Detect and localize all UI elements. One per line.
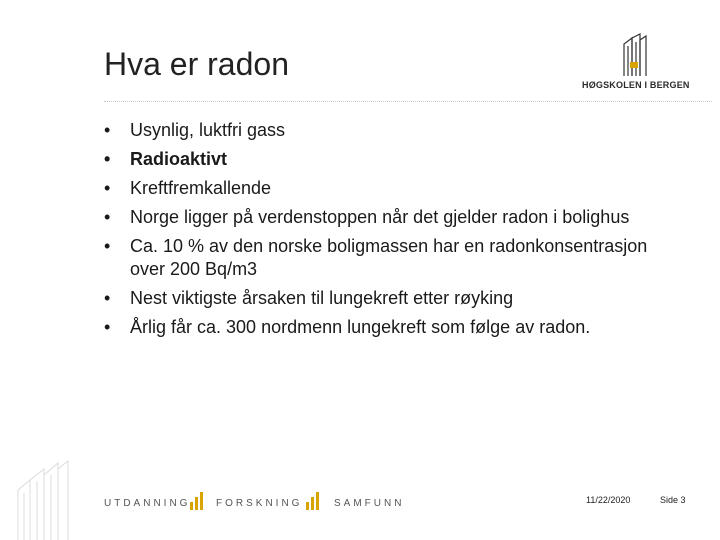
slide-date: 11/22/2020: [586, 495, 631, 505]
bullet-dot: •: [104, 120, 111, 140]
bullet-dot: •: [104, 288, 111, 308]
bullet-dot: •: [104, 178, 111, 198]
bullet-text: Årlig får ca. 300 nordmenn lungekreft som følge av radon.: [130, 317, 591, 337]
bullet-dot: •: [104, 236, 111, 256]
list-item: [104, 177, 664, 200]
list-item: [104, 148, 664, 171]
bullet-text: Norge ligger på verdenstoppen når det gjelder radon i bolighus: [130, 207, 630, 227]
bar-chart-icon: [190, 492, 204, 510]
footer-word-forskning: FORSKNING: [216, 498, 303, 509]
bullet-text: Ca. 10 % av den norske boligmassen har en radonkonsentrasjon over 200 Bq/m3: [130, 236, 648, 279]
list-item: [104, 287, 664, 310]
bullet-text: Kreftfremkallende: [130, 178, 272, 198]
bar-chart-icon: [306, 492, 320, 510]
bullet-dot: •: [104, 207, 111, 227]
slide-title: Hva er radon: [104, 46, 289, 82]
bullet-text: Nest viktigste årsaken til lungekreft etter røyking: [130, 288, 514, 308]
list-item: [104, 206, 664, 229]
bullet-dot: •: [104, 149, 111, 169]
title-divider: [104, 101, 712, 102]
bullet-text: Radioaktivt: [130, 149, 228, 169]
list-item: [104, 119, 664, 142]
logo-text: HØGSKOLEN I BERGEN: [582, 80, 690, 90]
footer-building-outline-icon: [0, 455, 80, 540]
slide-page-number: Side 3: [660, 495, 686, 505]
footer-word-utdanning: UTDANNING: [104, 498, 191, 509]
bullet-text: Usynlig, luktfri gass: [130, 120, 286, 140]
bullet-list: [104, 119, 664, 345]
bullet-dot: •: [104, 317, 111, 337]
list-item: [104, 235, 664, 281]
footer-word-samfunn: SAMFUNN: [334, 498, 405, 509]
list-item: [104, 316, 664, 339]
